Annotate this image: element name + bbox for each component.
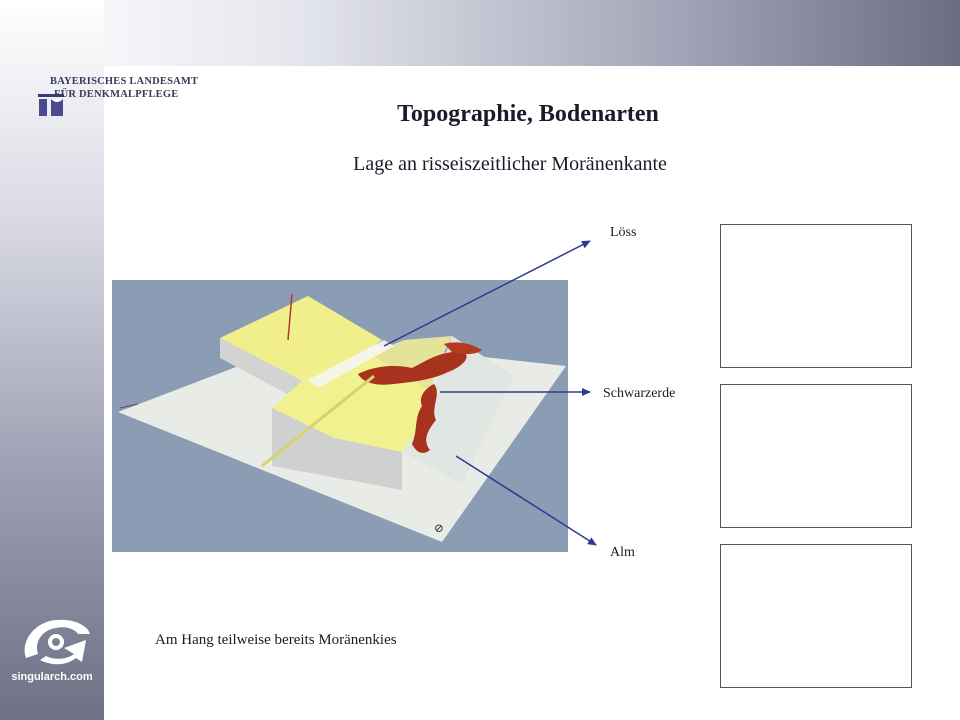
org-name-line1: BAYERISCHES LANDESAMT: [50, 76, 199, 87]
label-alm: Alm: [610, 545, 635, 560]
brand-name: singularch.com: [11, 671, 93, 683]
photo-placeholder-schwarzerde: [720, 384, 912, 528]
page-title: Topographie, Bodenarten: [397, 101, 659, 127]
label-schwarzerde: Schwarzerde: [603, 386, 676, 401]
caption-text: Am Hang teilweise bereits Moränenkies: [155, 632, 397, 648]
singularch-logo-icon: [16, 612, 96, 668]
page-subtitle: Lage an risseiszeitlicher Moränenkante: [353, 153, 667, 175]
terrain-model-image: [112, 280, 568, 552]
label-loess: Löss: [610, 225, 637, 240]
org-name-line2: FÜR DENKMALPFLEGE: [54, 89, 179, 100]
terrain-model-graphic: [112, 280, 568, 552]
photo-placeholder-alm: [720, 544, 912, 688]
north-arrow-icon: ⊘: [434, 521, 445, 535]
photo-placeholder-loess: [720, 224, 912, 368]
top-gradient-band: [0, 0, 960, 66]
